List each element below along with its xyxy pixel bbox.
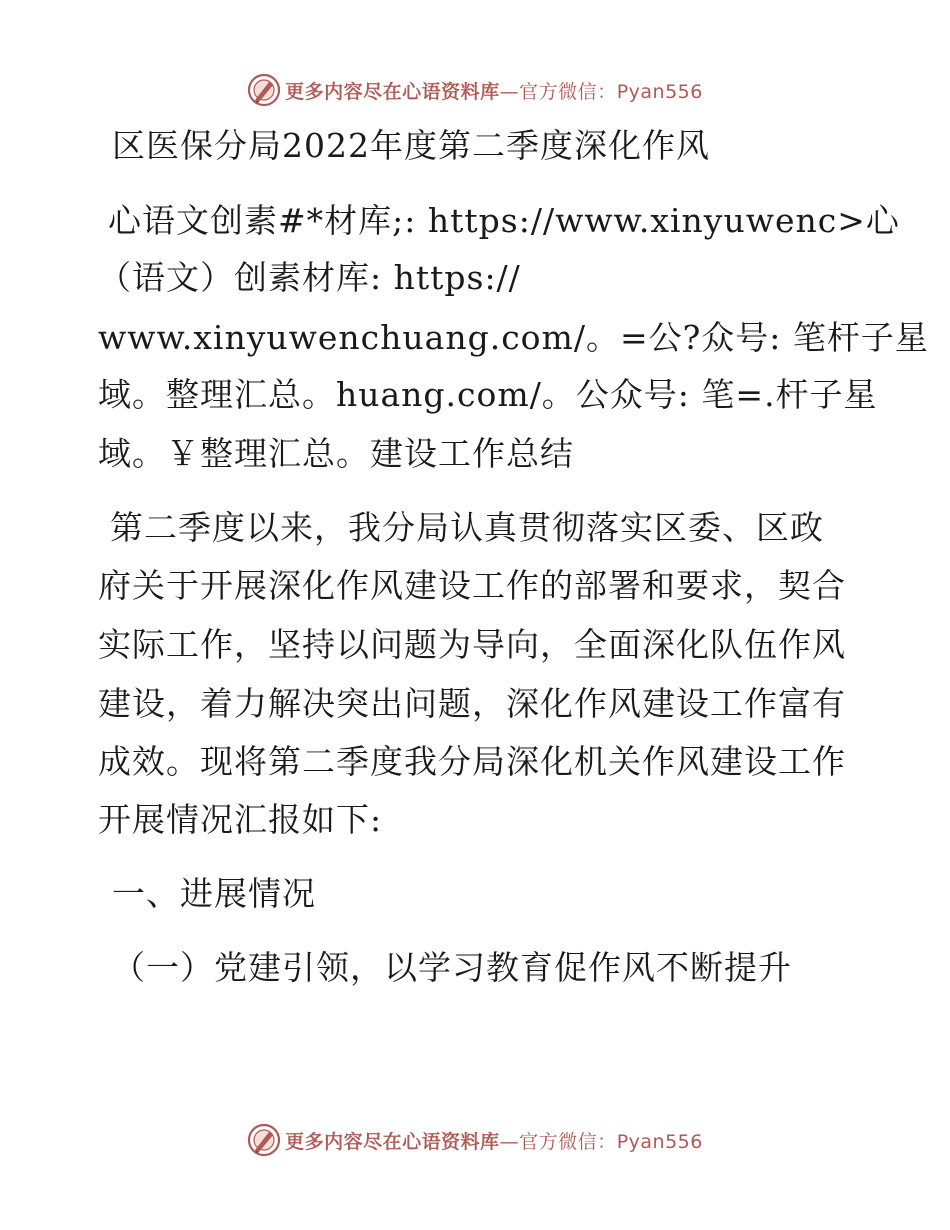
paragraph-line: 第二季度以来，我分局认真贯彻落实区委、区政 bbox=[110, 508, 824, 547]
watermark-wechat-id: Pyan556 bbox=[616, 1130, 703, 1153]
watermark-wechat-label: 官方微信： bbox=[519, 80, 617, 103]
pen-logo-icon bbox=[247, 73, 281, 107]
noise-line: 域。￥整理汇总。建设工作总结 bbox=[98, 434, 574, 473]
paragraph-line: 建设，着力解决突出问题，深化作风建设工作富有 bbox=[98, 684, 846, 723]
paragraph-line: 府关于开展深化作风建设工作的部署和要求，契合 bbox=[98, 566, 846, 605]
document-title: 区医保分局2022年度第二季度深化作风 bbox=[112, 126, 710, 165]
noise-line: www.xinyuwenchuang.com/。=公?众号: 笔杆子星 bbox=[98, 318, 929, 357]
watermark-separator: — bbox=[499, 80, 520, 103]
watermark-brand-text: 更多内容尽在心语资料库 bbox=[285, 80, 500, 103]
noise-line: 心语文创素#*材库;: https://www.xinyuwenc>心 bbox=[108, 201, 900, 240]
pen-logo-icon bbox=[247, 1123, 281, 1157]
subsection-heading: （一）党建引领，以学习教育促作风不断提升 bbox=[112, 948, 792, 987]
paragraph-line: 实际工作，坚持以问题为导向，全面深化队伍作风 bbox=[98, 625, 846, 664]
paragraph-line: 开展情况汇报如下: bbox=[98, 800, 383, 839]
paragraph-line: 成效。现将第二季度我分局深化机关作风建设工作 bbox=[98, 742, 846, 781]
noise-line: 域。整理汇总。huang.com/。公众号: 笔=.杆子星 bbox=[98, 375, 878, 414]
watermark-separator: — bbox=[499, 1130, 520, 1153]
watermark-wechat-id: Pyan556 bbox=[616, 80, 703, 103]
watermark-banner-bottom bbox=[0, 1120, 950, 1160]
watermark-brand-text: 更多内容尽在心语资料库 bbox=[285, 1130, 500, 1153]
section-heading: 一、进展情况 bbox=[112, 874, 316, 913]
noise-line: （语文）创素材库: https:// bbox=[98, 258, 521, 297]
watermark-wechat-label: 官方微信： bbox=[519, 1130, 617, 1153]
watermark-banner-top bbox=[0, 70, 950, 110]
